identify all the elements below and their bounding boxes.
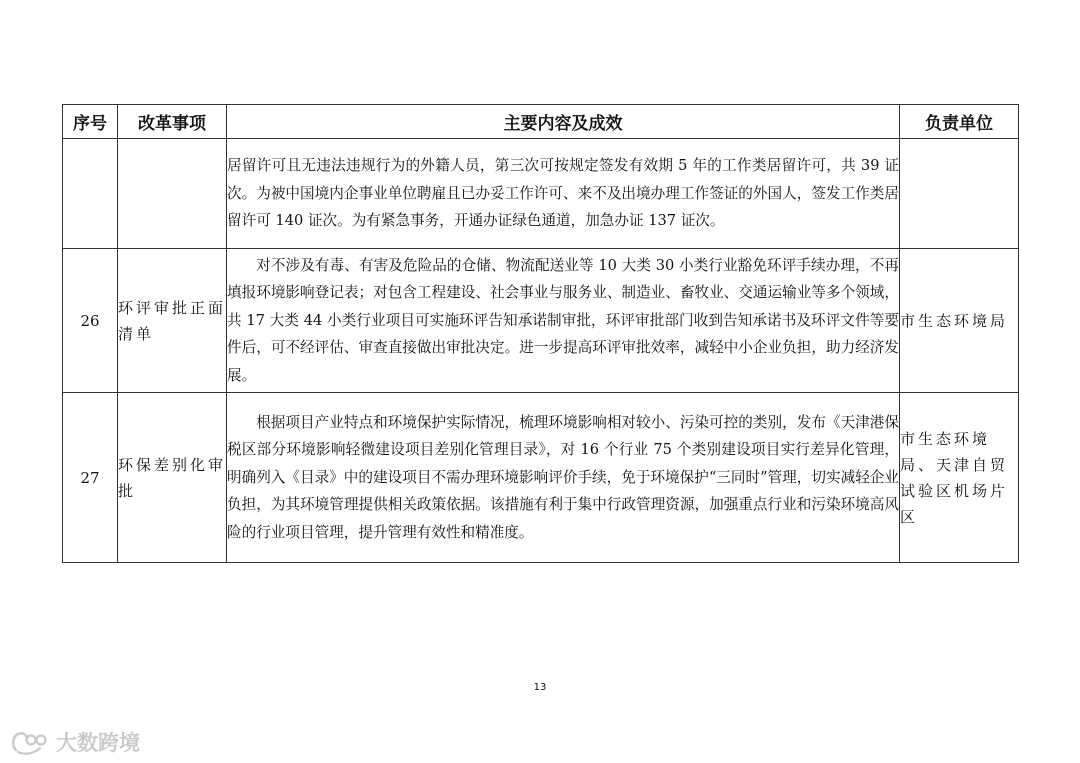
header-responsible-unit: 负责单位 [900, 105, 1019, 139]
row-responsible-unit: 市生态环境局 [900, 249, 1019, 393]
reform-table [62, 104, 1019, 563]
row-responsible-unit: 市生态环境局、天津自贸试验区机场片区 [900, 393, 1019, 563]
row-serial: 26 [63, 249, 118, 393]
row-serial [63, 139, 118, 249]
watermark-text: 大数跨境 [56, 731, 140, 755]
row-responsible-unit [900, 139, 1019, 249]
logo-icon [10, 728, 50, 756]
row-content [227, 249, 900, 393]
row-content [227, 139, 900, 249]
row-content-text: 根据项目产业特点和环境保护实际情况，梳理环境影响相对较小、污染可控的类别，发布《天津港保税区部分环境影响轻微建设项目差别化管理目录》，对 16 个行业 75 个类别建设项目实行差异化管理，明确列入《目录》中的建设项目不需办理环境影响评价手续，免于环境保护“三同时”管理，切实减轻企业负担，为其环境管理提供相关政策依据。该措施有利于集中行政管理资源，加强重点行业和污染环境高风险的行业项目管理，提升管理有效性和精准度。 [227, 413, 899, 541]
row-serial: 27 [63, 393, 118, 563]
table-row [63, 393, 1019, 563]
row-reform-item: 环评审批正面清单 [118, 249, 227, 393]
row-content [227, 393, 900, 563]
header-serial: 序号 [63, 105, 118, 139]
watermark [10, 727, 140, 757]
row-reform-item: 环保差别化审批 [118, 393, 227, 563]
table-header-row [63, 105, 1019, 139]
table-row [63, 249, 1019, 393]
row-content-text: 对不涉及有毒、有害及危险品的仓储、物流配送业等 10 大类 30 小类行业豁免环评手续办理，不再填报环境影响登记表；对包含工程建设、社会事业与服务业、制造业、畜牧业、交通运输业等多个领域，共 17 大类 44 小类行业项目可实施环评告知承诺制审批，环评审批部门收到告知承诺书及环评文件等要件后，可不经评估、审查直接做出审批决定。进一步提高环评审批效率，减轻中小企业负担，助力经济发展。 [227, 256, 899, 384]
table-row [63, 139, 1019, 249]
header-reform-item: 改革事项 [118, 105, 227, 139]
page-number: 13 [533, 682, 547, 693]
row-content-text: 居留许可且无违法违规行为的外籍人员，第三次可按规定签发有效期 5 年的工作类居留许可，共 39 证次。为被中国境内企事业单位聘雇且已办妥工作许可、来不及出境办理工作签证的外国人，签发工作类居留许可 140 证次。为有紧急事务，开通办证绿色通道，加急办证 137 证次。 [227, 157, 899, 230]
header-content: 主要内容及成效 [227, 105, 900, 139]
row-reform-item [118, 139, 227, 249]
